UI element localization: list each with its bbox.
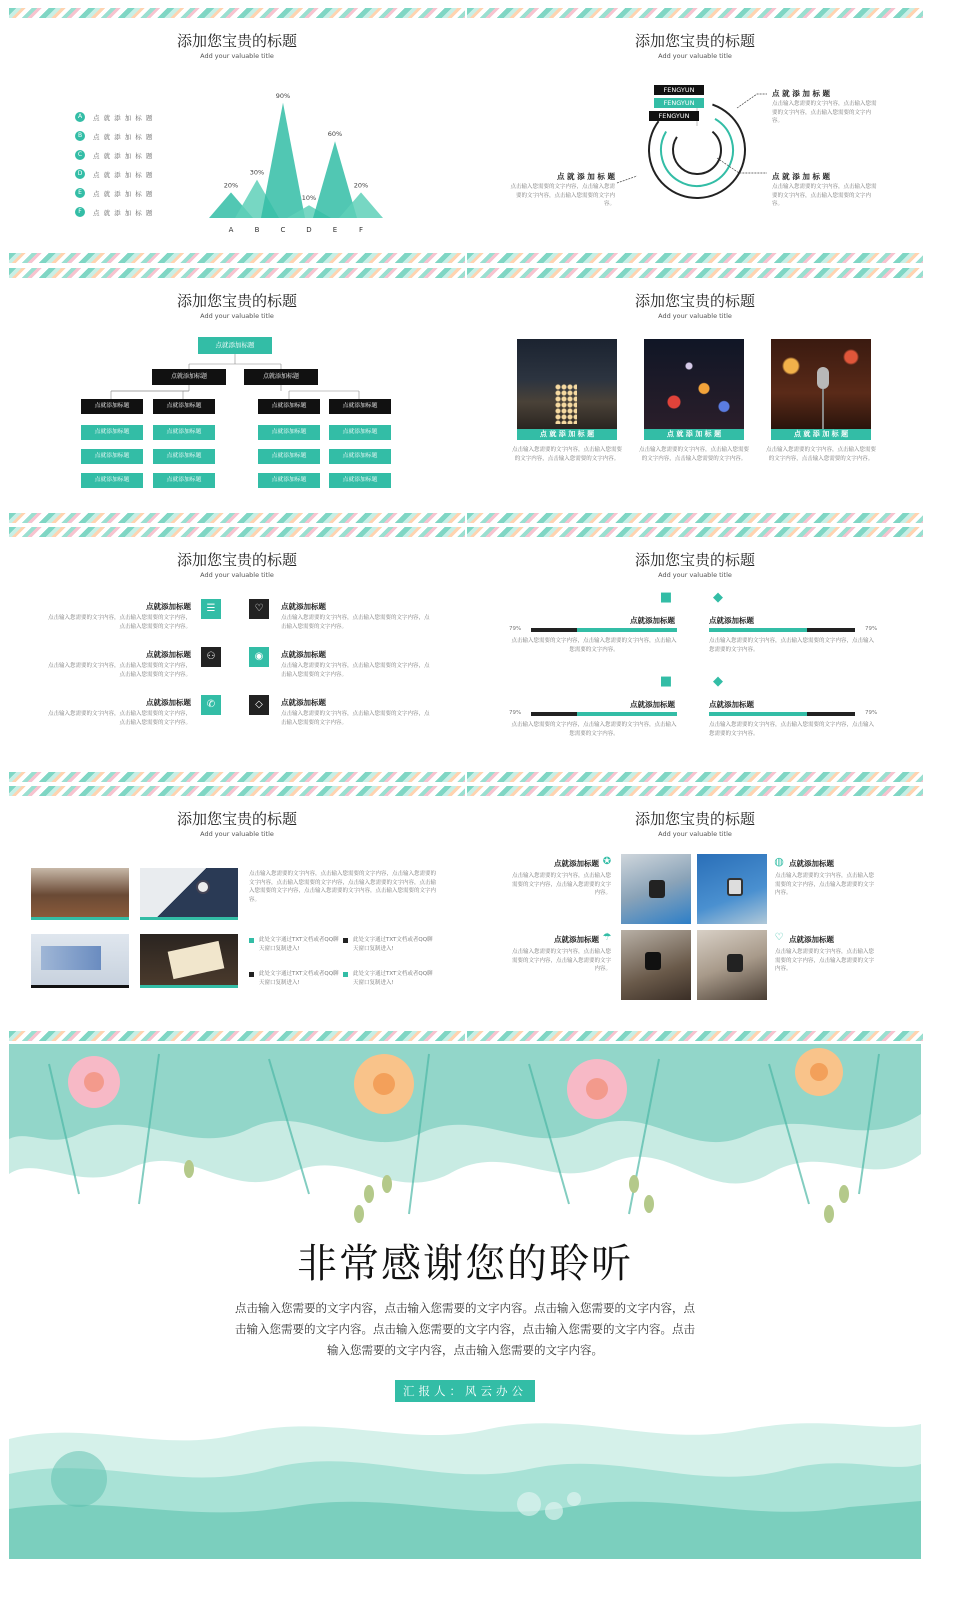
progress-fill — [531, 712, 577, 716]
slide-subtitle: Add your valuable title — [200, 830, 274, 838]
umbrella-icon: ☂ — [602, 932, 612, 943]
progress-track — [531, 628, 677, 632]
org-leaf: 点就添加标题 — [258, 473, 320, 488]
org-leaf: 点就添加标题 — [258, 449, 320, 464]
slide-5-icon-grid — [9, 527, 465, 782]
slide-8-watches — [467, 786, 923, 1041]
progress-fill — [709, 628, 807, 632]
category-label: A — [228, 226, 234, 234]
bar-chart-icon: ◆ — [713, 674, 723, 689]
org-leaf: 点就添加标题 — [153, 425, 215, 440]
note-bullet — [249, 972, 254, 977]
slide-title: 添加您宝贵的标题 — [634, 32, 755, 50]
heart-icon: ♡ — [249, 599, 269, 619]
legend-badge: D — [75, 169, 85, 179]
org-l3: 点就添加标题 — [258, 399, 320, 414]
award-icon: ✪ — [602, 856, 612, 867]
note-bullet — [249, 938, 254, 943]
progress-track — [709, 712, 855, 716]
slide-1-area-chart — [9, 8, 465, 263]
photo-bokeh-lights — [644, 339, 744, 429]
floral-band-bottom — [9, 253, 465, 263]
note-bullet — [343, 972, 348, 977]
globe-icon: ◍ — [774, 855, 784, 868]
feature-body: 点击输入您需要的文字内容，点击输入您需要的文字内容，点击输入您需要的文字内容。 — [47, 663, 191, 678]
slide-subtitle: Add your valuable title — [200, 571, 274, 579]
floral-band-bottom — [467, 772, 923, 782]
feature-body: 点击输入您需要的文字内容，点击输入您需要的文字内容，点击输入您需要的文字内容。 — [281, 711, 430, 726]
progress-fill — [709, 712, 807, 716]
slide-subtitle: Add your valuable title — [658, 571, 732, 579]
slide-title: 添加您宝贵的标题 — [634, 292, 755, 310]
ring-tag-3: FENGYUN — [649, 111, 699, 121]
watercolor-footer — [9, 1399, 921, 1559]
ring-item-head: 点 就 添 加 标 题 — [772, 89, 831, 98]
slide-6-progress — [467, 527, 923, 782]
pct-label: 79% — [865, 710, 878, 716]
slide-title: 添加您宝贵的标题 — [634, 551, 755, 569]
photo-watch-suit — [140, 868, 238, 920]
trophy-icon: ■ — [659, 674, 673, 689]
ring-item-body: 点击输入您需要的文字内容，点击输入您需要的文字内容，点击输入您需要的文字内容。 — [772, 184, 877, 208]
progress-head: 点就添加标题 — [630, 700, 675, 709]
feature-body: 点击输入您需要的文字内容，点击输入您需要的文字内容，点击输入您需要的文字内容。 — [281, 663, 430, 678]
photo-smartwatch-2 — [697, 854, 767, 924]
note-text: 此处文字通过TXT文档或者QQ聊天窗口复制进入! — [353, 937, 433, 952]
category-label: E — [332, 226, 338, 234]
legend-label: 点 就 添 加 标 题 — [93, 209, 154, 217]
photo-caption: 点 就 添 加 标 题 — [517, 429, 617, 440]
legend-label: 点 就 添 加 标 题 — [93, 133, 154, 141]
chart-peak-C — [261, 103, 305, 218]
photo-desc: 点击输入您需要的文字内容，点击输入您需要的文字内容，点击输入您需要的文字内容。 — [638, 447, 749, 462]
feature-body: 点击输入您需要的文字内容，点击输入您需要的文字内容，点击输入您需要的文字内容。 — [775, 873, 875, 897]
briefcase-icon: ■ — [659, 590, 673, 605]
legend-label: 点 就 添 加 标 题 — [93, 152, 154, 160]
feature-body: 点击输入您需要的文字内容，点击输入您需要的文字内容，点击输入您需要的文字内容。 — [47, 615, 191, 630]
ring-item-head: 点 就 添 加 标 题 — [556, 172, 615, 181]
slide-subtitle: Add your valuable title — [658, 830, 732, 838]
feature-body: 点击输入您需要的文字内容，点击输入您需要的文字内容，点击输入您需要的文字内容。 — [775, 949, 875, 973]
floral-band-top — [467, 786, 923, 796]
floral-header-illustration — [9, 1044, 921, 1224]
category-label: B — [254, 226, 260, 234]
feature-body: 点击输入您需要的文字内容，点击输入您需要的文字内容，点击输入您需要的文字内容。 — [511, 949, 611, 973]
progress-track — [531, 712, 677, 716]
ring-tag-2: FENGYUN — [654, 98, 704, 108]
floral-band-bottom — [467, 1031, 923, 1041]
feature-head: 点就添加标题 — [554, 859, 599, 868]
note-text: 此处文字通过TXT文档或者QQ聊天窗口复制进入! — [353, 971, 433, 986]
photo-smartwatch-4 — [697, 930, 767, 1000]
data-label: 20% — [353, 181, 369, 190]
ring-item-head: 点 就 添 加 标 题 — [772, 172, 831, 181]
feature-head: 点就添加标题 — [146, 698, 191, 707]
ring-item-body: 点击输入您需要的文字内容，点击输入您需要的文字内容，点击输入您需要的文字内容。 — [772, 101, 877, 125]
pct-label: 79% — [509, 626, 522, 632]
ring-tag-1: FENGYUN — [654, 85, 704, 95]
org-l3: 点就添加标题 — [329, 399, 391, 414]
photo-microphone — [771, 339, 871, 429]
org-root: 点就添加标题 — [198, 337, 272, 354]
diamond-icon: ◇ — [249, 695, 269, 715]
feature-body: 点击输入您需要的文字内容，点击输入您需要的文字内容，点击输入您需要的文字内容。 — [511, 873, 611, 897]
photo-cafe — [31, 868, 129, 920]
floral-band-bottom — [467, 513, 923, 523]
slide-subtitle: Add your valuable title — [658, 52, 732, 60]
theater-masks-icon: ◆ — [713, 590, 723, 605]
ring-item-body: 点击输入您需要的文字内容，点击输入您需要的文字内容，点击输入您需要的文字内容。 — [510, 184, 615, 208]
photo-smartwatch-1 — [621, 854, 691, 924]
progress-head: 点就添加标题 — [709, 700, 754, 709]
floral-band-top — [9, 8, 465, 18]
progress-body: 点击输入您需要的文字内容，点击输入您需要的文字内容，点击输入您需要的文字内容。 — [709, 722, 875, 737]
slide-4-photos — [467, 268, 923, 523]
pct-label: 79% — [865, 626, 878, 632]
feature-head: 点就添加标题 — [146, 602, 191, 611]
legend-label: 点 就 添 加 标 题 — [93, 190, 154, 198]
pct-label: 79% — [509, 710, 522, 716]
org-leaf: 点就添加标题 — [329, 473, 391, 488]
slide-3-org-chart — [9, 268, 465, 523]
heart-icon: ♡ — [774, 932, 784, 943]
slide-2-ring — [467, 8, 923, 263]
org-leaf: 点就添加标题 — [329, 449, 391, 464]
legend-label: 点 就 添 加 标 题 — [93, 171, 154, 179]
org-leaf: 点就添加标题 — [81, 425, 143, 440]
progress-body: 点击输入您需要的文字内容，点击输入您需要的文字内容，点击输入您需要的文字内容。 — [511, 722, 677, 737]
photo-smartwatch-3 — [621, 930, 691, 1000]
feature-body: 点击输入您需要的文字内容，点击输入您需要的文字内容，点击输入您需要的文字内容。 — [47, 711, 191, 726]
slide-title: 添加您宝贵的标题 — [176, 551, 297, 569]
note-text: 此处文字通过TXT文档或者QQ聊天窗口复制进入! — [259, 971, 339, 986]
feature-head: 点就添加标题 — [146, 650, 191, 659]
slide-subtitle: Add your valuable title — [200, 52, 274, 60]
user-group-icon: ⚇ — [201, 647, 221, 667]
feature-head: 点就添加标题 — [281, 602, 326, 611]
phone-icon: ✆ — [201, 695, 221, 715]
thanks-paragraph: 点击输入您需要的文字内容，点击输入您需要的文字内容。点击输入您需要的文字内容，点击输入您需要的文字内容。点击输入您需要的文字内容，点击输入您需要的文字内容。点击输入您需要的文字内容，点击输入您需要的文字内容。 — [235, 1301, 695, 1357]
legend-badge: C — [75, 150, 85, 160]
reporter-badge: 汇报人：风云办公 — [395, 1380, 535, 1402]
org-l3: 点就添加标题 — [153, 399, 215, 414]
feature-head: 点就添加标题 — [281, 698, 326, 707]
category-label: F — [358, 226, 364, 234]
note-bullet — [343, 938, 348, 943]
legend-badge: B — [75, 131, 85, 141]
feature-head: 点就添加标题 — [789, 859, 834, 868]
slide-subtitle: Add your valuable title — [658, 312, 732, 320]
org-l2-right: 点就添加标题 — [244, 369, 318, 385]
floral-band-bottom — [9, 772, 465, 782]
org-connectors — [9, 268, 465, 523]
photo-laptop-chart — [31, 934, 129, 988]
legend-badge: A — [75, 112, 85, 122]
category-label: C — [280, 226, 286, 234]
floral-band-top — [467, 527, 923, 537]
eye-icon: ◉ — [249, 647, 269, 667]
org-l2-left: 点就添加标题 — [152, 369, 226, 385]
photo-desc: 点击输入您需要的文字内容，点击输入您需要的文字内容，点击输入您需要的文字内容。 — [511, 447, 622, 462]
data-label: 60% — [327, 130, 343, 139]
org-leaf: 点就添加标题 — [153, 473, 215, 488]
photo-caption: 点 就 添 加 标 题 — [771, 429, 871, 440]
slide-title: 添加您宝贵的标题 — [176, 32, 297, 50]
legend-badge: E — [75, 188, 85, 198]
photo-desc: 点击输入您需要的文字内容，点击输入您需要的文字内容，点击输入您需要的文字内容。 — [765, 447, 876, 462]
slide-title: 添加您宝贵的标题 — [176, 810, 297, 828]
data-label: 90% — [275, 91, 291, 100]
progress-body: 点击输入您需要的文字内容，点击输入您需要的文字内容，点击输入您需要的文字内容。 — [709, 638, 875, 653]
thanks-title: 非常感谢您的聆听 — [297, 1241, 633, 1287]
photo-caption: 点 就 添 加 标 题 — [644, 429, 744, 440]
progress-fill — [531, 628, 577, 632]
paragraph: 点击输入您需要的文字内容，点击输入您需要的文字内容，点击输入您需要的文字内容，点击输入您需要的文字内容，点击输入您需要的文字内容，点击输入您需要的文字内容，点击输入您需要的文字内容，点击输入您需要的文字内容。 — [249, 871, 437, 903]
org-leaf: 点就添加标题 — [329, 425, 391, 440]
legend-badge: F — [75, 207, 85, 217]
category-label: D — [306, 226, 312, 234]
feature-head: 点就添加标题 — [281, 650, 326, 659]
progress-body: 点击输入您需要的文字内容，点击输入您需要的文字内容，点击输入您需要的文字内容。 — [511, 638, 677, 653]
list-icon: ☰ — [201, 599, 221, 619]
feature-body: 点击输入您需要的文字内容，点击输入您需要的文字内容，点击输入您需要的文字内容。 — [281, 615, 430, 630]
floral-band-top — [9, 527, 465, 537]
org-leaf: 点就添加标题 — [258, 425, 320, 440]
org-leaf: 点就添加标题 — [81, 473, 143, 488]
floral-band-bottom — [9, 1031, 465, 1041]
org-leaf: 点就添加标题 — [153, 449, 215, 464]
floral-band-bottom — [9, 513, 465, 523]
org-l3: 点就添加标题 — [81, 399, 143, 414]
note-text: 此处文字通过TXT文档或者QQ聊天窗口复制进入! — [259, 937, 339, 952]
progress-track — [709, 628, 855, 632]
photo-notebook — [140, 934, 238, 988]
floral-band-top — [9, 786, 465, 796]
data-label: 10% — [301, 194, 317, 203]
floral-band-bottom — [467, 253, 923, 263]
slide-title: 添加您宝贵的标题 — [634, 810, 755, 828]
slide-title: 添加您宝贵的标题 — [176, 292, 297, 310]
floral-band-top — [467, 268, 923, 278]
feature-head: 点就添加标题 — [554, 935, 599, 944]
data-label: 30% — [249, 168, 265, 177]
legend-label: 点 就 添 加 标 题 — [93, 114, 154, 122]
photo-city-night — [517, 339, 617, 429]
progress-head: 点就添加标题 — [630, 616, 675, 625]
org-leaf: 点就添加标题 — [81, 449, 143, 464]
feature-head: 点就添加标题 — [789, 935, 834, 944]
data-label: 20% — [223, 181, 239, 190]
slide-subtitle: Add your valuable title — [200, 312, 274, 320]
slide-7-photo-text — [9, 786, 465, 1041]
connector-lines — [467, 8, 923, 263]
end-slide — [9, 1044, 921, 1559]
area-chart — [204, 70, 414, 240]
progress-head: 点就添加标题 — [709, 616, 754, 625]
